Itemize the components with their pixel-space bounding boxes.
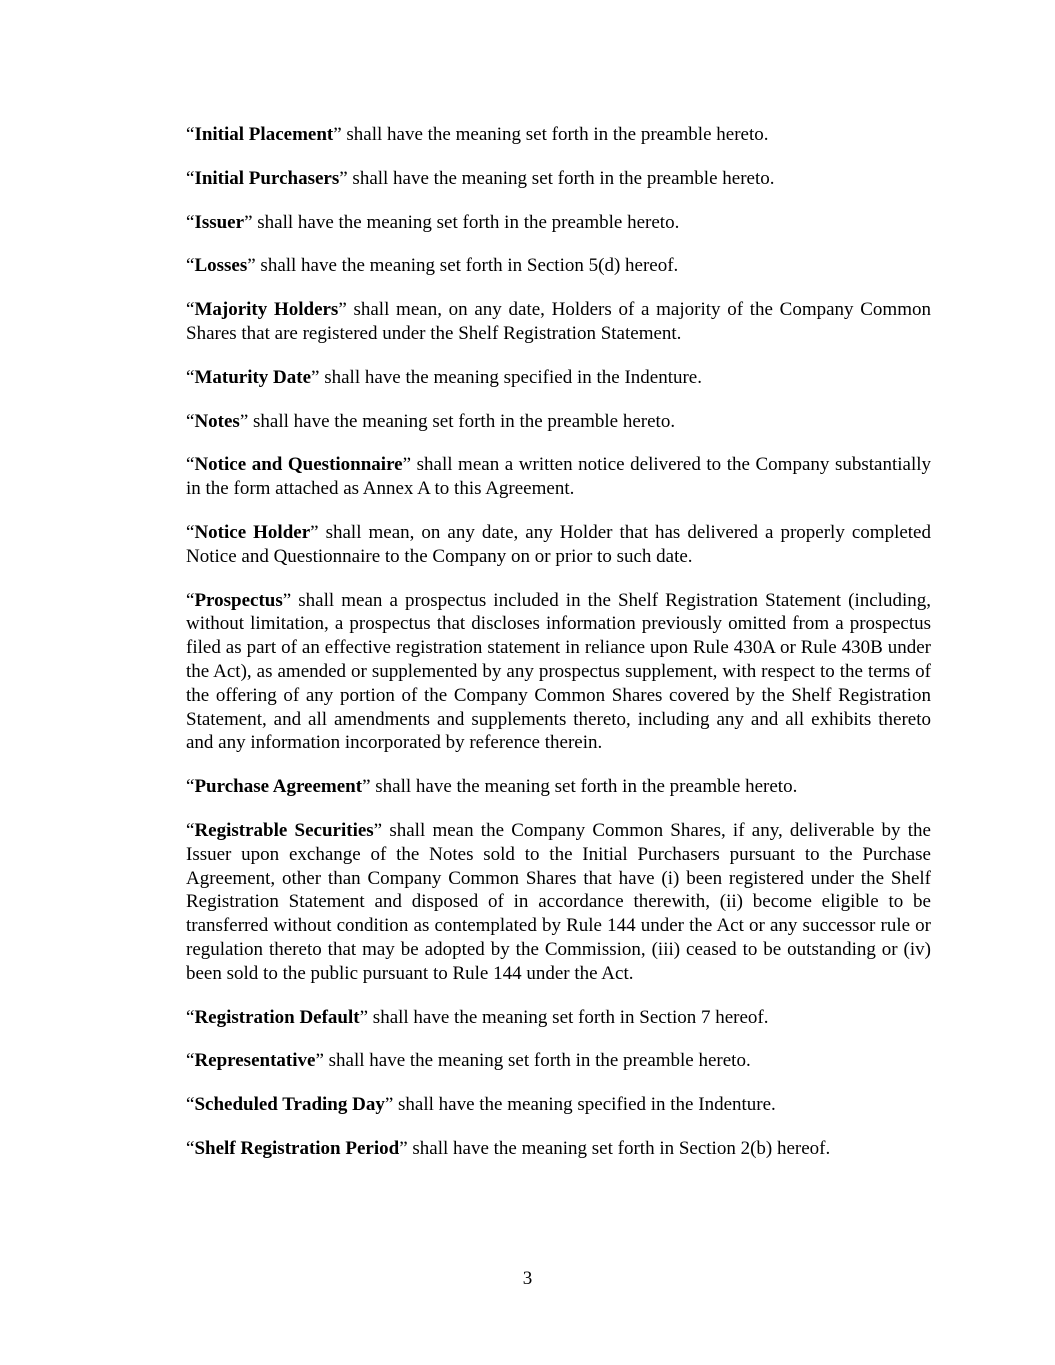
close-quote: ” [239,410,249,432]
open-quote: “ [186,819,195,841]
definition-maturity-date [186,366,931,390]
defined-term: Notice and Questionnaire [194,454,403,476]
open-quote: “ [186,1094,195,1116]
defined-term: Representative [194,1050,316,1072]
defined-term: Maturity Date [194,366,312,388]
definition-registration-default [186,1006,931,1030]
defined-term: Purchase Agreement [194,776,363,798]
definition-majority-holders [186,298,931,346]
definition-text: shall have the meaning set forth in Section 7 hereof. [368,1006,769,1028]
open-quote: “ [186,776,195,798]
definition-text: shall have the meaning specified in the Indenture. [393,1094,776,1116]
open-quote: “ [186,1050,195,1072]
defined-term: Notice Holder [194,521,311,543]
defined-term: Notes [194,410,240,432]
page-number: 3 [522,1268,533,1289]
open-quote: “ [186,211,195,233]
definition-notice-and-questionnaire [186,453,931,501]
open-quote: “ [186,366,195,388]
definition-initial-purchasers [186,167,931,191]
definition-scheduled-trading-day [186,1093,931,1117]
close-quote: ” [384,1094,394,1116]
open-quote: “ [186,589,195,611]
definition-text: shall mean a written notice delivered to the Company substantially in the form attached as Annex A to this Agreement. [186,454,931,500]
close-quote: ” [338,299,347,321]
open-quote: “ [186,1137,195,1159]
definition-text: shall have the meaning set forth in Section 2(b) hereof. [407,1137,831,1159]
definition-notes [186,410,931,434]
close-quote: ” [359,1006,369,1028]
close-quote: ” [244,211,253,233]
defined-term: Shelf Registration Period [194,1137,400,1159]
close-quote: ” [402,454,412,476]
close-quote: ” [333,124,342,145]
definition-text: shall mean, on any date, any Holder that has delivered a properly completed Notice and Questionnaire to the Company on or prior to such date. [186,521,931,567]
open-quote: “ [186,521,195,543]
open-quote: “ [186,255,195,277]
open-quote: “ [186,167,195,189]
open-quote: “ [186,124,195,145]
definition-purchase-agreement [186,775,931,799]
defined-term: Registration Default [194,1006,360,1028]
close-quote: ” [362,776,371,798]
definition-text: shall have the meaning set forth in the preamble hereto. [370,776,798,798]
open-quote: “ [186,299,195,321]
definition-shelf-registration-period [186,1137,931,1161]
definition-text: shall mean a prospectus included in the Shelf Registration Statement (including, without limitation, a prospectus that discloses information previously omitted from a prospectus filed as part of an effective registration statement in reliance upon Rule 430A or Rule 430B under the Act), as amended or supplemented by any prospectus supplement, with respect to the terms of the offering of any portion of the Company Common Shares covered by the Shelf Registration Statement, and all amendments and supplements thereto, including any and all exhibits thereto and any information incorporated by reference therein. [186,589,931,754]
close-quote: ” [399,1137,408,1159]
defined-term: Majority Holders [194,299,339,321]
definition-text: shall have the meaning set forth in the preamble hereto. [248,410,676,432]
close-quote: ” [282,589,292,611]
definition-text: shall have the meaning specified in the Indenture. [319,366,702,388]
definition-registrable-securities [186,819,931,986]
definition-prospectus [186,589,931,756]
open-quote: “ [186,454,195,476]
defined-term: Issuer [194,211,245,233]
defined-term: Initial Purchasers [194,167,340,189]
definition-issuer [186,211,931,235]
definition-text: shall have the meaning set forth in the preamble hereto. [323,1050,751,1072]
definition-notice-holder [186,521,931,569]
definition-text: shall mean the Company Common Shares, if any, deliverable by the Issuer upon exchange of the Notes sold to the Initial Purchasers pursuant to the Purchase Agreement, other than Company Common Shares that have (i) been registered under the Shelf Registration Statement and disposed of in accordance therewith, (ii) become eligible to be transferred without condition as contemplated by Rule 144 under the Act or any successor rule or regulation thereto that may be adopted by the Commission, (iii) ceased to be outstanding or (iv) been sold to the public pursuant to Rule 144 under the Act. [186,819,931,984]
definition-text: shall mean, on any date, Holders of a majority of the Company Common Shares that are registered under the Shelf Registration Statement. [186,299,931,344]
close-quote: ” [315,1050,324,1072]
definition-text: shall have the meaning set forth in the preamble hereto. [347,167,775,189]
definition-representative [186,1049,931,1073]
defined-term: Registrable Securities [194,819,374,841]
open-quote: “ [186,1006,195,1028]
close-quote: ” [373,819,383,841]
definition-text: shall have the meaning set forth in the preamble hereto. [341,124,769,145]
defined-term: Losses [194,255,248,277]
defined-term: Scheduled Trading Day [194,1094,385,1116]
defined-term: Initial Placement [194,124,334,145]
definition-text: shall have the meaning set forth in Section 5(d) hereof. [255,255,679,277]
close-quote: ” [310,521,319,543]
open-quote: “ [186,410,195,432]
close-quote: ” [311,366,320,388]
close-quote: ” [247,255,256,277]
definition-initial-placement [186,123,931,147]
definition-text: shall have the meaning set forth in the preamble hereto. [252,211,680,233]
close-quote: ” [339,167,348,189]
document-body [186,123,931,1181]
definition-losses [186,254,931,278]
defined-term: Prospectus [194,589,283,611]
